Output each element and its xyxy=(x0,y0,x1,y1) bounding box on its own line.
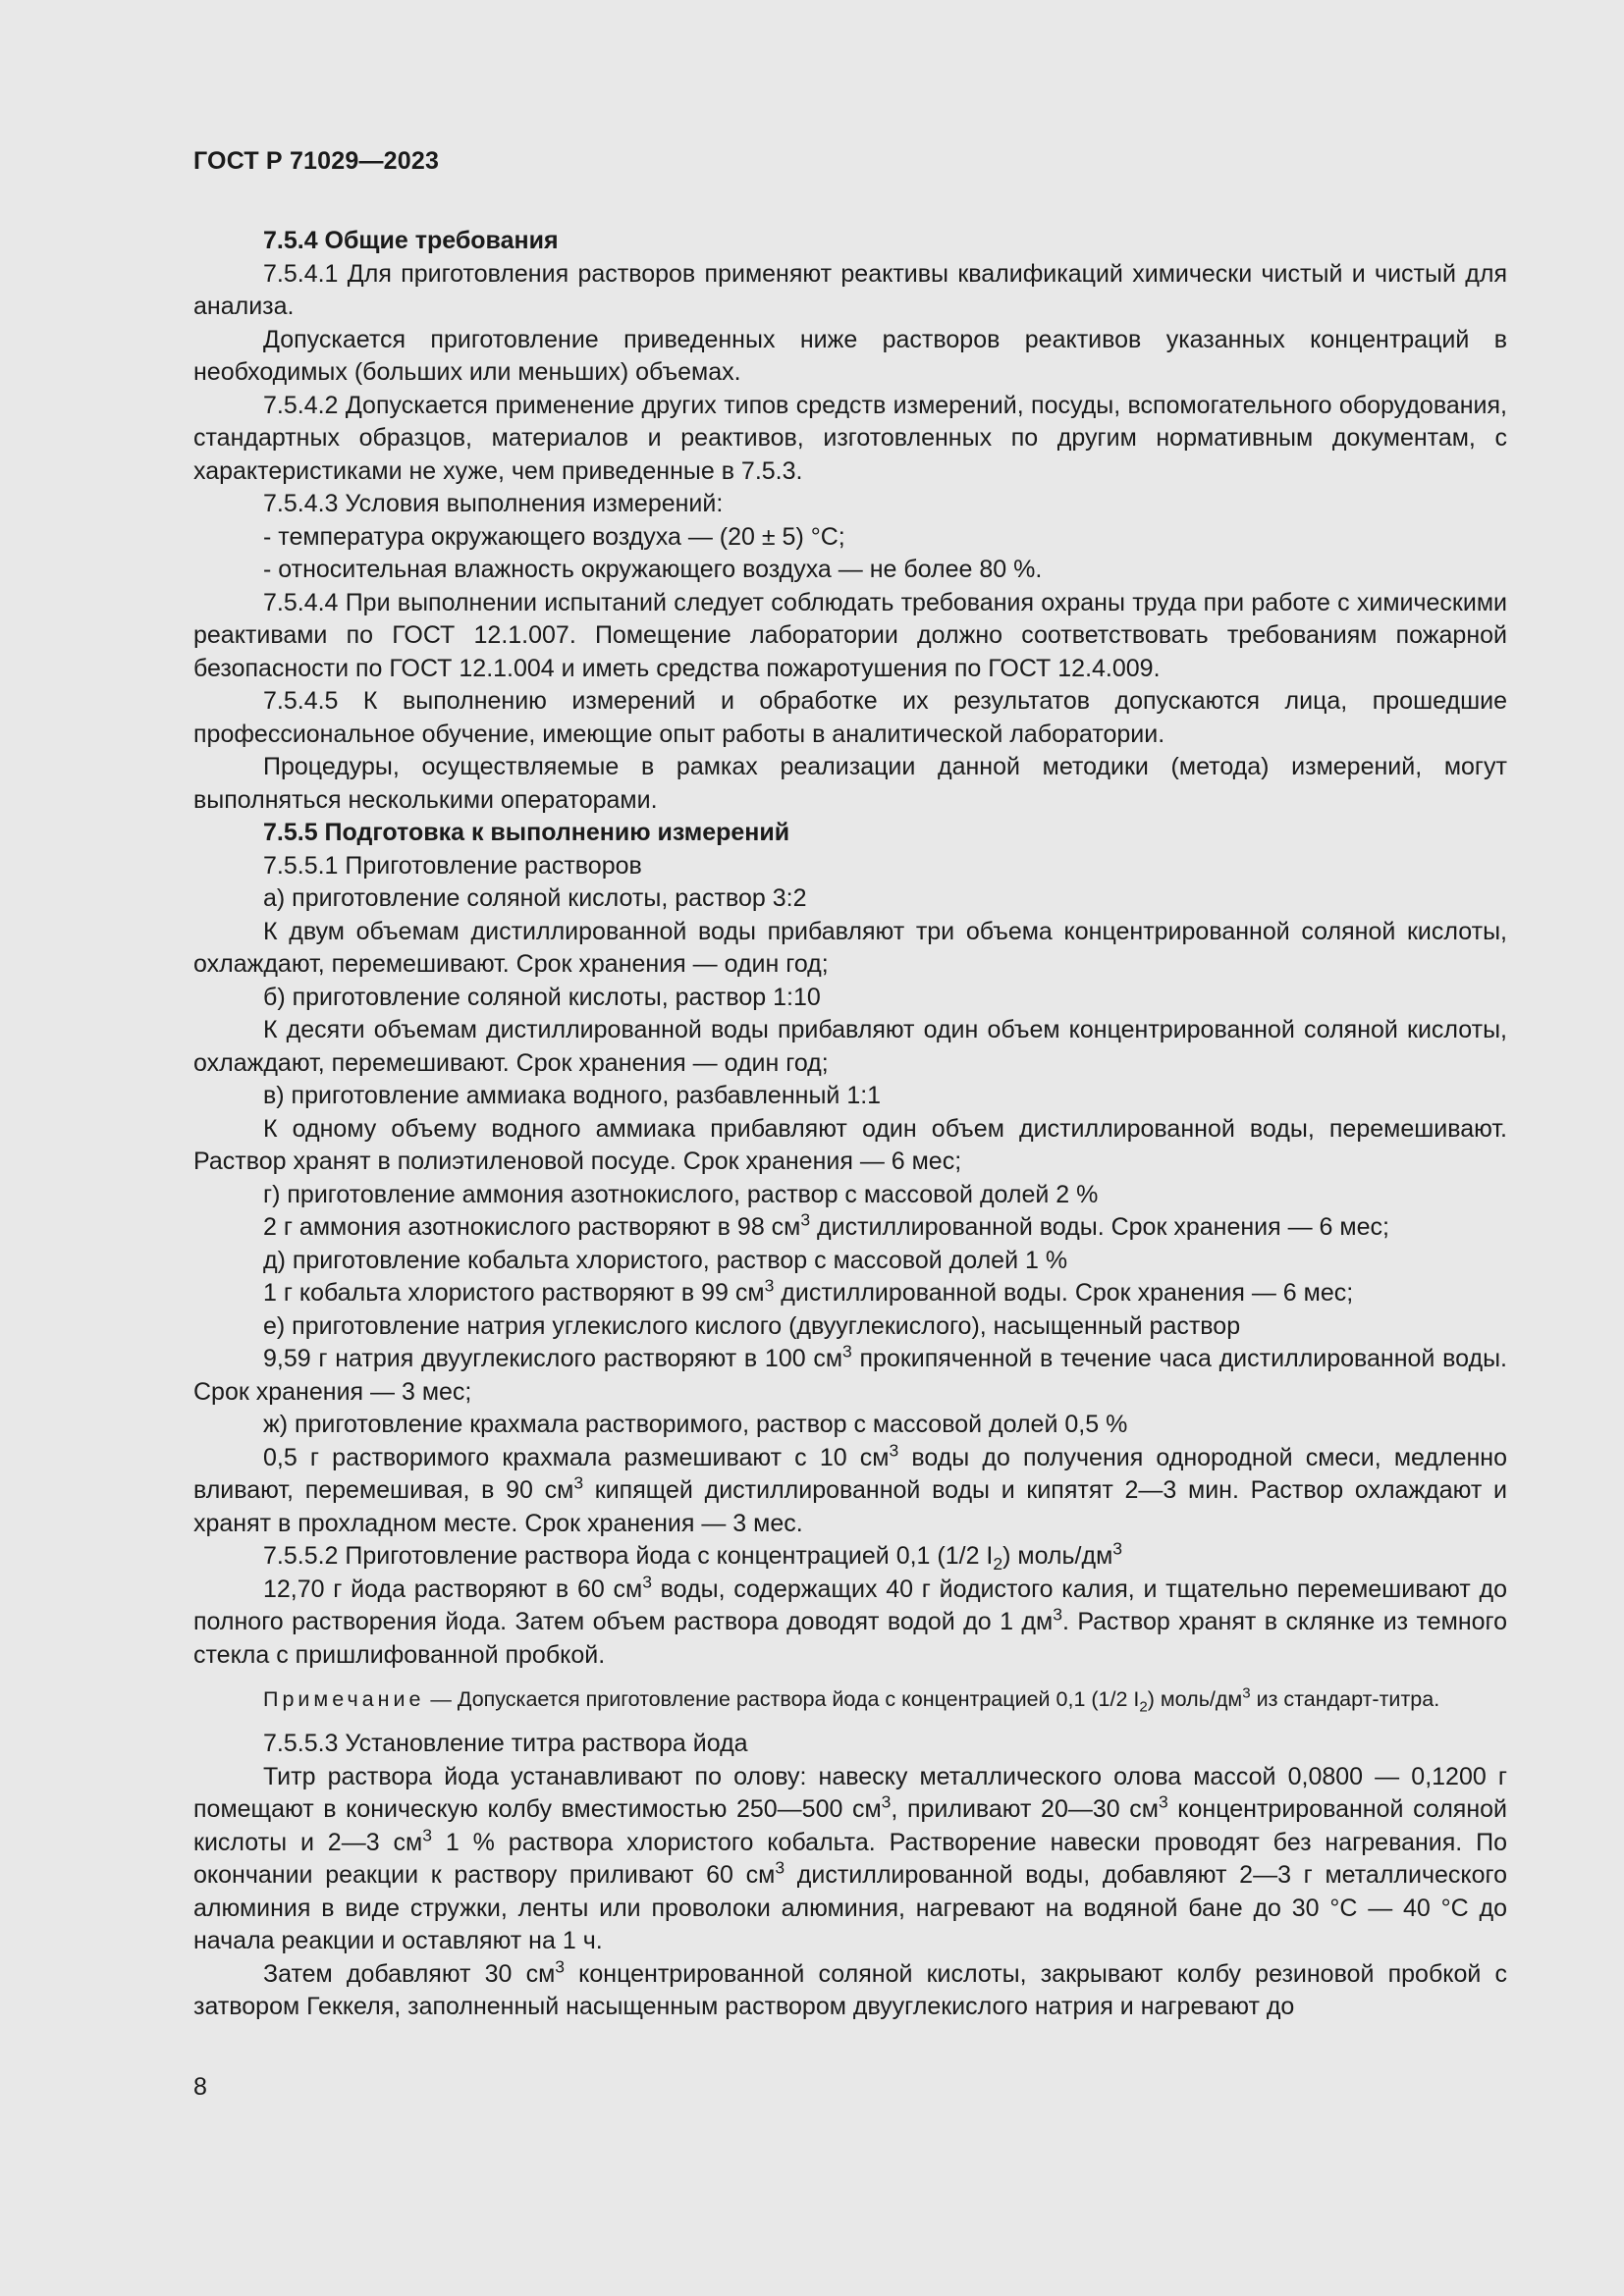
subsection-heading: 7.5.5.1 Приготовление растворов xyxy=(263,851,642,880)
page-number: 8 xyxy=(193,2073,207,2101)
section-heading: 7.5.5 Подготовка к выполнению измерений xyxy=(263,819,790,846)
paragraph: Процедуры, осуществляемые в рамках реализации данной методики (метода) измерений, могут выполняться несколькими операторами. xyxy=(193,753,1507,814)
list-item: - относительная влажность окружающего воздуха — не более 80 %. xyxy=(263,556,1043,583)
list-item: е) приготовление натрия углекислого кислого (двууглекислого), насыщенный раствор xyxy=(263,1311,1241,1340)
paragraph: 2 г аммония азотнокислого растворяют в 98 $см^3$ дистиллированной воды. Срок хранения — 6 мес; xyxy=(263,1209,1389,1241)
paragraph: 9,59 г натрия двууглекислого растворяют в 100 $см^3$ прокипяченной в течение часа дистиллированной воды. Срок хранения — 3 мес; xyxy=(193,1341,1507,1406)
paragraph: 7.5.4.3 Условия выполнения измерений: xyxy=(263,490,724,517)
paragraph: 7.5.4.2 Допускается применение других типов средств измерений, посуды, вспомогательного оборудования, стандартных образцов, материалов и реактивов, изготовленных по другим нормативным документам, с характеристиками не хуже, чем приведенные в 7.5.3. xyxy=(193,391,1507,485)
subsection-heading: 7.5.5.3 Установление титра раствора йода xyxy=(263,1730,748,1757)
list-item: - температура окружающего воздуха — (20 ± 5) °С; xyxy=(263,522,845,551)
paragraph: Затем добавляют 30 $см^3$ концентрированной соляной кислоты, закрывают колбу резиновой пробкой с затвором Геккеля, заполненный насыщенным раствором двууглекислого натрия и нагревают до xyxy=(193,1955,1507,2020)
list-item: ж) приготовление крахмала растворимого, раствор с массовой долей 0,5 % xyxy=(263,1411,1128,1438)
subsection-heading: 7.5.5.2 Приготовление раствора йода с концентрацией 0,1 (1/2 $I_2$) моль/$дм^3$ xyxy=(263,1538,1122,1575)
paragraph: 1 г кобальта хлористого растворяют в 99 $см^3$ дистиллированной воды. Срок хранения — 6 мес; xyxy=(263,1275,1354,1307)
note: Примечание — Допускается приготовление раствора йода с концентрацией 0,1 (1/2 $I_2$) моль/$дм^3$ из стандарт-титра. xyxy=(263,1684,1440,1716)
paragraph: К двум объемам дистиллированной воды прибавляют три объема концентрированной соляной кислоты, охлаждают, перемешивают. Срок хранения — один год; xyxy=(193,917,1507,978)
paragraph: 7.5.4.1 Для приготовления растворов применяют реактивы квалификаций химически чистый и чистый для анализа. xyxy=(193,259,1507,320)
paragraph: 12,70 г йода растворяют в 60 $см^3$ воды, содержащих 40 г йодистого калия, и тщательно перемешивают до полного растворения йода. Затем объем раствора доводят водой до 1 $дм^3$. Раствор хранят в склянке из темного стекла с пришлифованной пробкой. xyxy=(193,1571,1507,1669)
paragraph: 0,5 г растворимого крахмала размешивают с 10 $см^3$ воды до получения однородной смеси, медленно вливают, перемешивая, в 90 $см^3$ кипящей дистиллированной воды и кипятят 2—3 мин. Раствор охлаждают и хранят в прохладном месте. Срок хранения — 3 мес. xyxy=(193,1439,1507,1537)
note-label: Примечание xyxy=(263,1687,425,1711)
paragraph: К десяти объемам дистиллированной воды прибавляют один объем концентрированной соляной кислоты, охлаждают, перемешивают. Срок хранения — один год; xyxy=(193,1016,1507,1077)
paragraph: Допускается приготовление приведенных ниже растворов реактивов указанных концентраций в необходимых (больших или меньших) объемах. xyxy=(193,325,1507,386)
paragraph: 7.5.4.4 При выполнении испытаний следует соблюдать требования охраны труда при работе с химическими реактивами по ГОСТ 12.1.007. Помещение лаборатории должно соответствовать требованиям пожарной безопасности по ГОСТ 12.1.004 и иметь средства пожаротушения по ГОСТ 12.4.009. xyxy=(193,588,1507,682)
paragraph: К одному объему водного аммиака прибавляют один объем дистиллированной воды, перемешивают. Раствор хранят в полиэтиленовой посуде. Срок хранения — 6 мес; xyxy=(193,1114,1507,1175)
list-item: в) приготовление аммиака водного, разбавленный 1:1 xyxy=(263,1082,882,1109)
list-item: д) приготовление кобальта хлористого, раствор с массовой долей 1 % xyxy=(263,1246,1068,1274)
list-item: б) приготовление соляной кислоты, раствор 1:10 xyxy=(263,983,821,1011)
paragraph: Титр раствора йода устанавливают по олову: навеску металлического олова массой 0,0800 — 0,1200 г помещают в коническую колбу вместимостью 250—500 $см^3$, приливают 20—30 $см^3$ концентрированной соляной кислоты и 2—3 $см^3$ 1 % раствора хлористого кобальта. Растворение навески проводят без нагревания. По окончании реакции к раствору приливают 60 $см^3$ дистиллированной воды, добавляют 2—3 г металлического алюминия в виде стружки, ленты или проволоки алюминия, нагревают на водяной бане до 30 °С — 40 °С до начала реакции и оставляют на 1 ч. xyxy=(193,1762,1508,1954)
list-item: а) приготовление соляной кислоты, раствор 3:2 xyxy=(263,884,807,912)
paragraph: 7.5.4.5 К выполнению измерений и обработке их результатов допускаются лица, прошедшие профессиональное обучение, имеющие опыт работы в аналитической лаборатории. xyxy=(193,687,1507,748)
document-body xyxy=(193,225,1507,2024)
document-header: ГОСТ Р 71029—2023 xyxy=(193,147,440,175)
section-heading: 7.5.4 Общие требования xyxy=(263,227,559,254)
list-item: г) приготовление аммония азотнокислого, раствор с массовой долей 2 % xyxy=(263,1180,1099,1208)
